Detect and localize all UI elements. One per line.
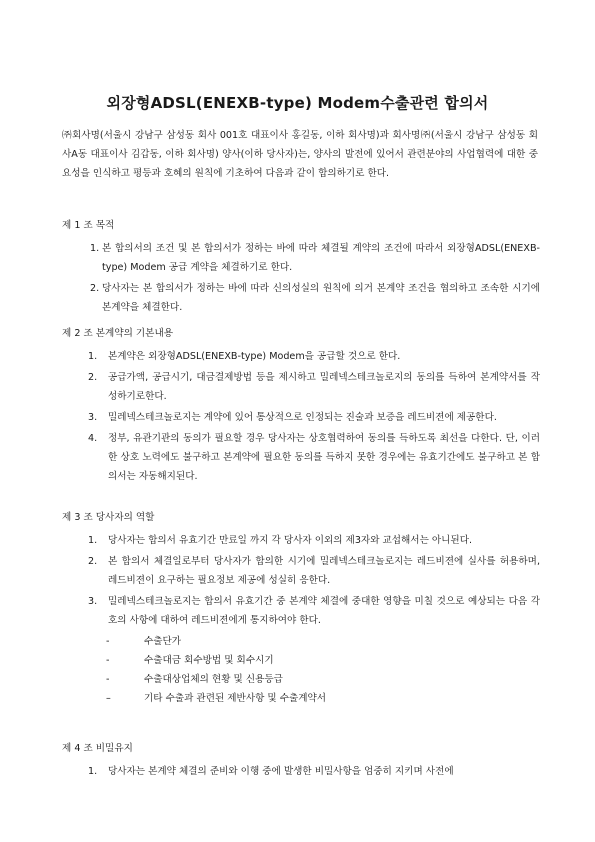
sub-item-text: 수출단가	[144, 636, 182, 647]
article-2	[62, 325, 540, 488]
item-number: 2.	[88, 372, 98, 383]
document-title: 외장형ADSL(ENEXB-type) Modem수출관련 합의서	[106, 94, 489, 112]
item-number: 3.	[88, 596, 98, 607]
item-number: 1.	[88, 351, 98, 362]
item-text: 밀레넥스테크놀로지는 계약에 있어 통상적으로 인정되는 진술과 보증을 레드비젼에 제공한다.	[108, 412, 497, 423]
list-item	[62, 762, 540, 781]
item-number: 2.	[90, 283, 100, 294]
sub-item-text: 기타 수출과 관련된 제반사항 및 수출계약서	[144, 693, 327, 704]
article-3	[62, 509, 540, 708]
item-number: 1.	[90, 243, 100, 254]
item-text: 본계약은 외장형ADSL(ENEXB-type) Modem을 공급할 것으로 한다.	[108, 351, 401, 362]
article-heading: 제 2 조 본계약의 기본내용	[62, 328, 173, 339]
sub-item-text: 수출대상업체의 현황 및 신용등급	[144, 674, 283, 685]
item-text: 밀레넥스테크놀로지는 합의서 유효기간 중 본계약 체결에 중대한 영향을 미칠 것으로 예상되는 다음 각호의 사항에 대하여 레드비젼에게 통지하여야 한다.	[108, 596, 540, 626]
article-heading: 제 1 조 목적	[62, 220, 115, 231]
sub-item-dash: –	[106, 693, 111, 704]
item-text: 당사자는 본 합의서가 정하는 바에 따라 신의성실의 원칙에 의거 본계약 조건을 협의하고 조속한 시기에 본계약을 체결한다.	[102, 283, 540, 313]
item-text: 정부, 유관기관의 동의가 필요할 경우 당사자는 상호협력하여 동의를 득하도록 최선을 다한다. 단, 이러한 상호 노력에도 불구하고 본계약에 필요한 동의를 득하지 못한 경우에는 유효기간에도 불구하고 본 합의서는 자동해지된다.	[108, 433, 540, 482]
item-number: 1.	[88, 766, 98, 777]
sub-item-dash: -	[106, 674, 110, 685]
article-1	[62, 217, 540, 319]
article-heading: 제 3 조 당사자의 역할	[62, 512, 155, 523]
sub-item-text: 수출대금 회수방법 및 회수시기	[144, 655, 274, 666]
sub-item	[62, 651, 540, 670]
item-text: 당사자는 본계약 체결의 준비와 이행 중에 발생한 비밀사항을 엄중히 지키며 사전에	[108, 766, 454, 777]
item-number: 1.	[88, 535, 98, 546]
item-number: 2.	[88, 556, 98, 567]
item-text: 공급가액, 공급시기, 대금결제방법 등을 제시하고 밀레넥스테크놀로지의 동의를 득하여 본계약서를 작성하기로한다.	[108, 372, 540, 402]
item-text: 당사자는 합의서 유효기간 만료일 까지 각 당사자 이외의 제3자와 교섭해서는 아니된다.	[108, 535, 473, 546]
article-4	[62, 740, 540, 783]
item-text: 본 합의서 체결일로부터 당사자가 합의한 시기에 밀레넥스테크놀로지는 레드비젼에 실사를 허용하며, 레드비젼이 요구하는 필요정보 제공에 성실히 응한다.	[108, 556, 540, 586]
list-item	[62, 279, 540, 317]
article-heading: 제 4 조 비밀유지	[62, 743, 133, 754]
item-number: 4.	[88, 433, 98, 444]
sub-item	[62, 670, 540, 689]
item-number: 3.	[88, 412, 98, 423]
list-item	[62, 408, 540, 427]
sub-item-dash: -	[106, 655, 110, 666]
sub-item	[62, 689, 540, 708]
list-item	[62, 592, 540, 630]
list-item	[62, 531, 540, 550]
item-text: 본 합의서의 조건 및 본 합의서가 정하는 바에 따라 체결될 계약의 조건에 따라서 외장형ADSL(ENEXB-type) Modem 공급 계약을 체결하기로 한다.	[102, 243, 540, 273]
list-item	[62, 347, 540, 366]
list-item	[62, 552, 540, 590]
list-item	[62, 429, 540, 486]
intro-paragraph: ㈜회사명(서울시 강남구 삼성동 회사 001호 대표이사 홍길동, 이하 회사명)과 회사명㈜(서울시 강남구 삼성동 회사A동 대표이사 김갑동, 이하 회사명) 양사(이하 당사자)는, 양사의 발전에 있어서 관련분야의 사업협력에 대한 중요성을 인식하고 평등과 호혜의 원칙에 기초하여 다음과 같이 합의하기로 한다.	[62, 130, 538, 179]
sub-item-dash: -	[106, 636, 110, 647]
sub-item	[62, 632, 540, 651]
list-item	[62, 368, 540, 406]
list-item	[62, 239, 540, 277]
